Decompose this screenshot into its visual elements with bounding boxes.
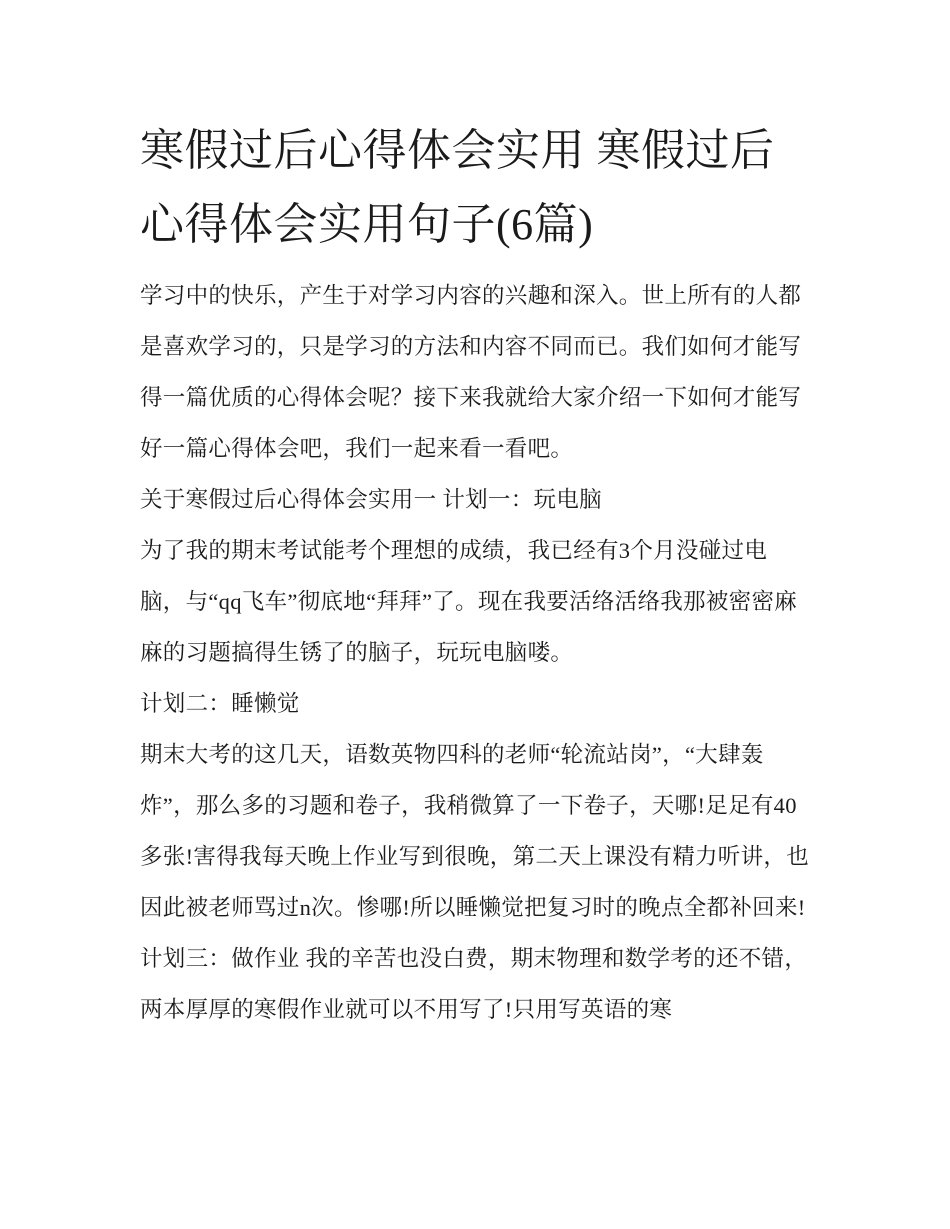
plan-two-paragraph: 期末大考的这几天，语数英物四科的老师“轮流站岗”，“大肆轰炸”，那么多的习题和卷子，我稍微算了一下卷子，天哪!足足有40多张!害得我每天晚上作业写到很晚，第二天上课没有精力听讲，也因此被老师骂过n次。惨哪!所以睡懒觉把复习时的晚点全都补回来!: [140, 742, 809, 920]
intro-paragraph: 学习中的快乐，产生于对学习内容的兴趣和深入。世上所有的人都是喜欢学习的，只是学习的方法和内容不同而已。我们如何才能写得一篇优质的心得体会呢？接下来我就给大家介绍一下如何才能写好一篇心得体会吧，我们一起来看一看吧。: [140, 283, 802, 461]
plan-one-paragraph: 为了我的期末考试能考个理想的成绩，我已经有3个月没碰过电脑，与“qq飞车”彻底地“拜拜”了。现在我要活络活络我那被密密麻麻的习题搞得生锈了的脑子，玩玩电脑喽。: [140, 538, 798, 665]
section-heading-plan-one: 关于寒假过后心得体会实用一 计划一：玩电脑: [140, 487, 602, 512]
plan-two-heading: 计划二：睡懒觉: [140, 691, 300, 716]
document-body: [140, 114, 812, 1035]
plan-three-paragraph: 计划三：做作业 我的辛苦也没白费，期末物理和数学考的还不错，两本厚厚的寒假作业就可以不用写了!只用写英语的寒: [140, 946, 808, 1022]
document-title: 寒假过后心得体会实用 寒假过后心得体会实用句子(6篇): [140, 126, 775, 249]
